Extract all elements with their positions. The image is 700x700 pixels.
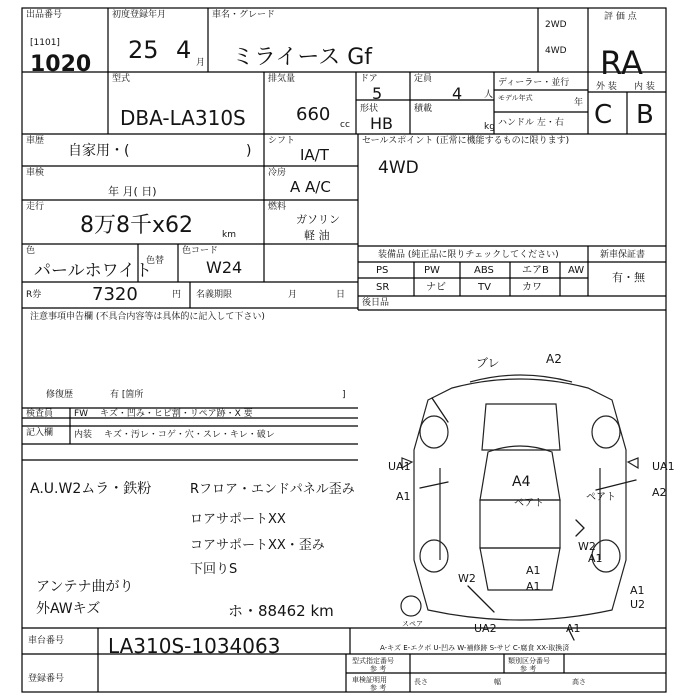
first-reg-month: 4 — [176, 36, 192, 64]
first-reg-label: 初度登録年月 — [112, 10, 167, 20]
recycle-value: 7320 — [92, 284, 138, 305]
score-value: RA — [600, 44, 643, 82]
chassis-value: LA310S-1034063 — [108, 634, 281, 658]
exterior-grade: C — [594, 100, 613, 130]
model-value: DBA-LA310S — [120, 106, 246, 130]
registration-label: 登録番号 — [28, 674, 65, 684]
diagram-label-11: A1 — [588, 552, 603, 565]
remark-4: コアサポートXX・歪み — [190, 538, 325, 553]
door-value: 5 — [372, 84, 383, 103]
color-code-label: 色コード — [182, 246, 219, 256]
model-year-unit: 年 — [574, 98, 584, 108]
equip-aw: AW — [568, 265, 585, 276]
drive-4wd: 4WD — [545, 46, 567, 56]
diagram-label-7: UA1 — [652, 460, 675, 473]
recycle-label: R券 — [26, 290, 42, 300]
aw-note: 外AWキズ — [36, 601, 101, 617]
shape-value: HB — [370, 114, 394, 133]
color-value: パールホワイト — [34, 261, 153, 281]
equip-ps: PS — [376, 265, 389, 276]
diagram-label-13: A1 — [526, 564, 541, 577]
diagram-label-4: ペアト — [514, 498, 544, 509]
diagram-label-10: W2 — [578, 540, 596, 553]
capacity-label: 定員 — [414, 74, 433, 84]
interior-grade: B — [636, 100, 654, 130]
history-label: 車歴 — [26, 136, 45, 146]
first-reg-year: 25 — [128, 36, 159, 64]
fw-label: FW — [74, 409, 89, 419]
class-sub: 参 考 — [520, 665, 537, 673]
diagram-label-9: ペアト — [586, 492, 616, 503]
equip-tv: TV — [478, 282, 491, 293]
repair-close: ] — [342, 390, 346, 400]
mileage-unit: km — [222, 230, 236, 240]
expiry-month-unit: 月 — [288, 290, 298, 300]
expiry-label: 名義期限 — [196, 290, 233, 300]
door-label: ドア — [360, 74, 378, 84]
diagram-label-3: A4 — [512, 474, 531, 490]
model-year-label: モデル年式 — [498, 94, 533, 102]
inspection-value: 年 月( 日) — [108, 185, 157, 198]
inspector-label-2: 記入欄 — [26, 428, 54, 438]
width-label: 幅 — [494, 678, 501, 686]
mileage-label: 走行 — [26, 202, 45, 212]
car-name-label: 車名・グレード — [212, 10, 276, 20]
mileage-value: 8万8千x62 — [80, 213, 194, 238]
remark-2: Rフロア・エンドパネル歪み — [190, 482, 355, 497]
shift-value: IA/T — [300, 146, 329, 164]
sales-value: 4WD — [378, 158, 419, 178]
recycle-unit: 円 — [172, 290, 182, 300]
chassis-label: 車台番号 — [28, 636, 65, 646]
displacement-unit: cc — [340, 120, 350, 130]
diagram-label-6: A1 — [396, 490, 411, 503]
history-close: ) — [246, 143, 252, 159]
ac-value: A A/C — [290, 178, 331, 196]
remark-1: A.U.W2ムラ・鉄粉 — [30, 481, 152, 497]
interior-check-items: キズ・汚レ・コゲ・穴・スレ・キレ・破レ — [104, 430, 275, 440]
inspector-label: 検査員 — [26, 409, 54, 419]
lot-label: 出品番号 — [26, 10, 63, 20]
diagram-label-16: U2 — [630, 598, 646, 611]
displacement-label: 排気量 — [268, 74, 296, 84]
displacement-value: 660 — [296, 104, 331, 125]
repair-value: 有 [箇所 — [110, 390, 144, 400]
height-label: 高さ — [572, 678, 586, 686]
equip-leather: カワ — [522, 282, 542, 293]
shift-label: シフト — [268, 136, 296, 146]
diagram-label-18: A1 — [566, 622, 581, 635]
exterior-label: 外 装 — [596, 82, 617, 92]
warranty-value: 有・無 — [612, 271, 645, 284]
car-name: ミライース Gf — [232, 45, 373, 70]
equip-sr: SR — [376, 282, 390, 293]
interior-check-label: 内装 — [74, 430, 93, 440]
repair-label: 修復歴 — [46, 390, 74, 400]
diagram-label-5: UA1 — [388, 460, 411, 473]
damage-marks — [420, 398, 636, 640]
capacity-value: 4 — [452, 84, 463, 103]
fuel-gasoline: ガソリン — [296, 213, 340, 226]
diagram-label-1: ブレ — [476, 356, 500, 370]
color-label: 色 — [26, 246, 36, 256]
type-cert-label: 型式指定番号 — [352, 657, 394, 665]
history-value: 自家用・( — [68, 143, 130, 159]
lot-code: [1101] — [30, 38, 60, 48]
equipment-label: 装備品 (純正品に限りチェックしてください) — [378, 250, 559, 260]
equip-navi: ナビ — [426, 282, 446, 293]
diagram-label-17: UA2 — [474, 622, 497, 635]
diagram-label-2: A2 — [546, 352, 562, 366]
expiry-day-unit: 日 — [336, 290, 346, 300]
drive-2wd: 2WD — [545, 20, 567, 30]
month-suffix: 月 — [196, 58, 206, 68]
diagram-label-14: A1 — [526, 580, 541, 593]
score-label: 評 価 点 — [604, 12, 637, 22]
ac-label: 冷房 — [268, 168, 287, 178]
spare-label: スペア — [402, 620, 423, 628]
load-label: 積載 — [414, 104, 433, 114]
fuel-diesel: 軽 油 — [304, 229, 330, 242]
equip-airbag: エアB — [522, 265, 549, 276]
fuel-label: 燃料 — [268, 202, 287, 212]
model-label: 型式 — [112, 74, 131, 84]
color-change-label: 色替 — [146, 256, 165, 266]
load-unit: kg — [484, 122, 495, 132]
color-code-value: W24 — [206, 258, 243, 277]
later-items-label: 後日品 — [362, 298, 390, 308]
shape-label: 形状 — [360, 104, 379, 114]
handle-label: ハンドル 左・右 — [498, 118, 564, 128]
sales-label: セールスポイント (正常に機能するものに限ります) — [362, 136, 570, 146]
fw-items: キズ・凹み・ヒビ割・リペア跡・X 要 — [100, 409, 253, 419]
size-label: 車検証明用 — [352, 676, 387, 684]
antenna-note: アンテナ曲がり — [36, 579, 134, 595]
diagram-label-8: A2 — [652, 486, 667, 499]
remark-3: ロアサポートXX — [190, 512, 286, 527]
class-label: 類別区分番号 — [508, 657, 550, 665]
type-cert-sub: 参 考 — [370, 665, 387, 673]
size-sub: 参 考 — [370, 684, 387, 692]
capacity-unit: 人 — [484, 90, 494, 100]
dealer-label: ディーラー・並行 — [498, 78, 570, 88]
notes-label: 注意事項申告欄 (不具合内容等は具体的に記入して下さい) — [30, 312, 265, 322]
warranty-label: 新車保証書 — [600, 250, 646, 260]
diagram-legend: A-キズ E-エクボ U-凹み W-補修跡 S-サビ C-腐食 XX-取換済 — [380, 644, 570, 652]
length-label: 長さ — [414, 678, 428, 686]
remark-5: 下回りS — [190, 562, 238, 577]
lot-number: 1020 — [30, 52, 92, 77]
inspection-label: 車検 — [26, 168, 45, 178]
odometer-note: ホ・88462 km — [228, 602, 334, 620]
diagram-label-15: A1 — [630, 584, 645, 597]
equip-abs: ABS — [474, 265, 494, 276]
interior-label: 内 装 — [634, 82, 655, 92]
diagram-label-12: W2 — [458, 572, 476, 585]
equip-pw: PW — [424, 265, 440, 276]
